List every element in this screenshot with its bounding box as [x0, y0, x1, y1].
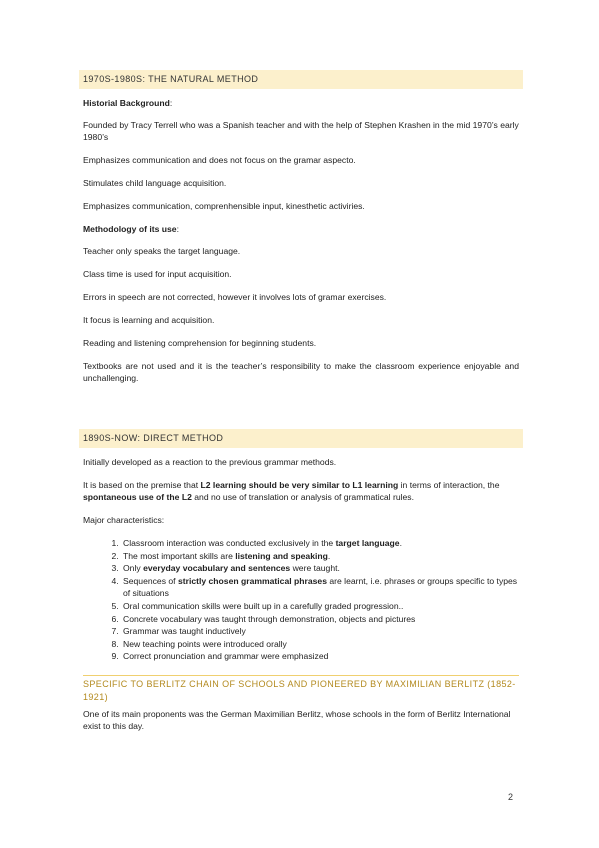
paragraph: Reading and listening comprehension for beginning students. [83, 338, 317, 348]
characteristic-item: 1. Classroom interaction was conducted exclusively in the target language. [121, 537, 519, 550]
section-heading-direct-method: 1890S-NOW: DIRECT METHOD [79, 429, 523, 448]
page-content [83, 70, 519, 743]
historical-background-label: Historial Background: [83, 98, 173, 108]
paragraph: One of its main proponents was the German Maximilian Berlitz, whose schools in the form of Berlitz International exist to this day. [83, 708, 511, 731]
paragraph: Errors in speech are not corrected, however it involves lots of gramar exercises. [83, 292, 387, 302]
paragraph: Emphasizes communication, comprenhensible input, kinesthetic activiries. [83, 201, 365, 211]
section-heading-berlitz: SPECIFIC TO BERLITZ CHAIN OF SCHOOLS AND PIONEERED BY MAXIMILIAN BERLITZ (1852-1921) [83, 675, 519, 704]
paragraph: Founded by Tracy Terrell who was a Spanish teacher and with the help of Stephen Krashen in the mid 1970’s early 1980’s [83, 120, 519, 142]
section-heading-natural-method: 1970S-1980S: THE NATURAL METHOD [79, 70, 523, 89]
paragraph: It focus is learning and acquisition. [83, 315, 215, 325]
paragraph: Teacher only speaks the target language. [83, 246, 241, 256]
paragraph: Class time is used for input acquisition. [83, 269, 232, 279]
paragraph: Textbooks are not used and it is the teacher’s responsibility to make the classroom experience enjoyable and unchallenging. [83, 361, 519, 383]
premise-paragraph: It is based on the premise that L2 learning should be very similar to L1 learning in terms of interaction, the spontaneous use of the L2 and no use of translation or analysis of grammatical rules. [83, 480, 500, 502]
paragraph: Emphasizes communication and does not focus on the gramar aspecto. [83, 155, 356, 165]
characteristic-item: 5. Oral communication skills were built up in a carefully graded progression.. [121, 600, 519, 613]
page-number: 2 [507, 792, 513, 802]
characteristic-item: 9. Correct pronunciation and grammar were emphasized [121, 650, 519, 663]
paragraph: Stimulates child language acquisition. [83, 178, 227, 188]
characteristics-list [83, 537, 519, 663]
methodology-label: Methodology of its use: [83, 224, 179, 234]
paragraph: Initially developed as a reaction to the previous grammar methods. [83, 457, 337, 467]
characteristic-item: 2. The most important skills are listening and speaking. [121, 550, 519, 563]
characteristic-item: 6. Concrete vocabulary was taught through demonstration, objects and pictures [121, 613, 519, 626]
major-characteristics-label: Major characteristics: [83, 515, 165, 525]
characteristic-item: 7. Grammar was taught inductively [121, 625, 519, 638]
characteristic-item: 4. Sequences of strictly chosen grammatical phrases are learnt, i.e. phrases or groups specific to types of situations [121, 575, 519, 600]
characteristic-item: 3. Only everyday vocabulary and sentences were taught. [121, 562, 519, 575]
characteristic-item: 8. New teaching points were introduced orally [121, 638, 519, 651]
